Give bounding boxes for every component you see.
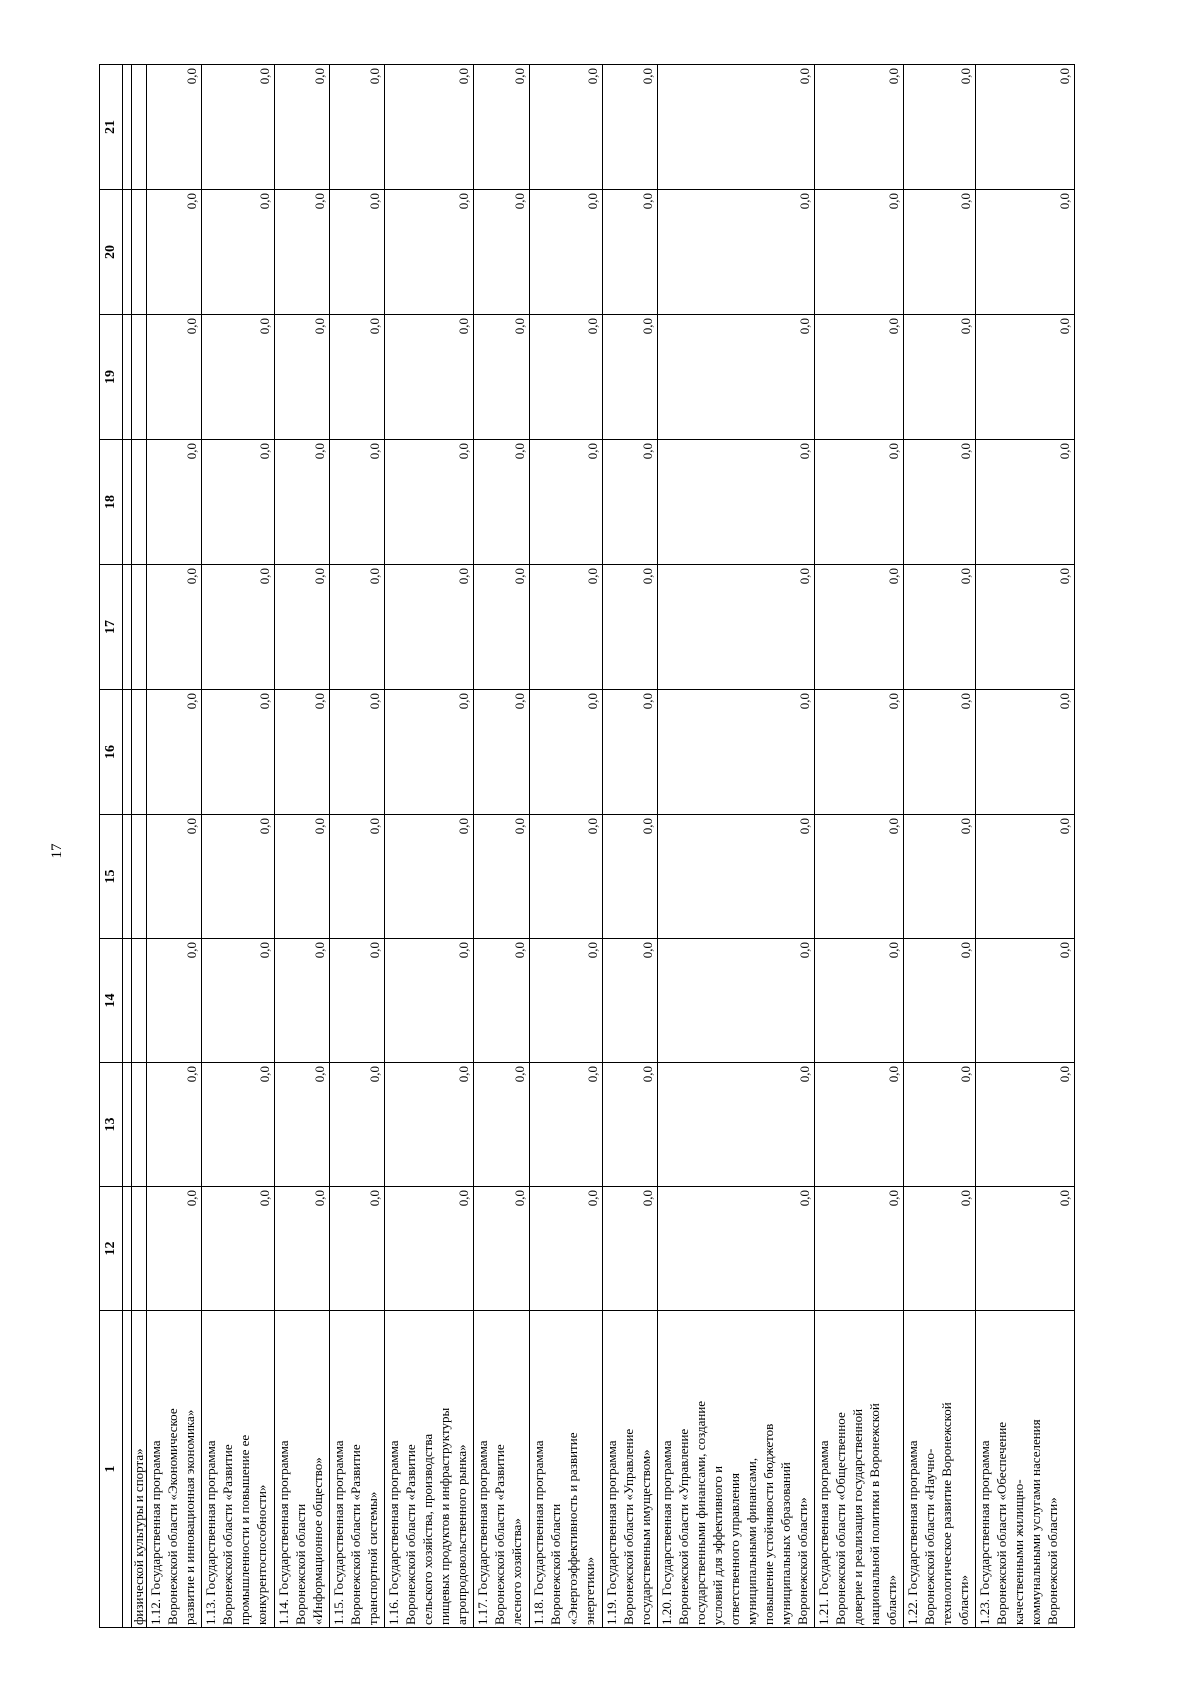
program-name-cell: 1.19. Государственная программа Воронежской области «Управление государственным имуществом» [603, 1311, 658, 1628]
value-cell: 0,0 [815, 939, 904, 1063]
column-header: 17 [100, 565, 123, 690]
budget-table [99, 64, 1075, 1628]
value-cell: 0,0 [202, 315, 275, 440]
value-cell: 0,0 [330, 1187, 385, 1311]
table-row [132, 65, 147, 1628]
value-cell: 0,0 [330, 315, 385, 440]
table-row [976, 65, 1075, 1628]
value-cell: 0,0 [147, 565, 202, 690]
program-name-cell: 1.18. Государственная программа Воронежской области «Энергоэффективность и развитие энергетики» [530, 1311, 603, 1628]
value-cell: 0,0 [275, 939, 330, 1063]
value-cell: 0,0 [603, 565, 658, 690]
value-cell: 0,0 [147, 315, 202, 440]
value-cell: 0,0 [658, 815, 815, 939]
value-cell: 0,0 [658, 65, 815, 190]
value-cell: 0,0 [202, 1063, 275, 1187]
spacer-cell [123, 939, 132, 1063]
page-number: 17 [49, 843, 65, 859]
value-cell: 0,0 [330, 815, 385, 939]
program-name-cell: 1.23. Государственная программа Воронежской области «Обеспечение качественными жилищно- коммунальными услугами населения Воронежской области» [976, 1311, 1075, 1628]
table-row [275, 65, 330, 1628]
value-cell: 0,0 [275, 1063, 330, 1187]
value-cell: 0,0 [330, 190, 385, 315]
table-row [658, 65, 815, 1628]
value-cell: 0,0 [904, 190, 976, 315]
program-name-cell: физической культуры и спорта» [132, 1311, 147, 1628]
value-cell: 0,0 [385, 1187, 474, 1311]
spacer-cell [123, 65, 132, 190]
table-row [330, 65, 385, 1628]
column-header: 19 [100, 315, 123, 440]
value-cell: 0,0 [603, 440, 658, 565]
column-header: 12 [100, 1187, 123, 1311]
value-cell: 0,0 [658, 939, 815, 1063]
value-cell: 0,0 [603, 815, 658, 939]
value-cell: 0,0 [658, 1187, 815, 1311]
value-cell: 0,0 [658, 315, 815, 440]
value-cell: 0,0 [530, 815, 603, 939]
value-cell: 0,0 [474, 815, 530, 939]
value-cell: 0,0 [385, 690, 474, 815]
value-cell: 0,0 [275, 190, 330, 315]
value-cell: 0,0 [474, 65, 530, 190]
value-cell: 0,0 [603, 690, 658, 815]
value-cell: 0,0 [147, 1187, 202, 1311]
table-row [603, 65, 658, 1628]
table-row [815, 65, 904, 1628]
value-cell: 0,0 [202, 190, 275, 315]
table-row [530, 65, 603, 1628]
value-cell [132, 440, 147, 565]
spacer-cell [123, 315, 132, 440]
table-row [147, 65, 202, 1628]
column-header: 14 [100, 939, 123, 1063]
value-cell [132, 565, 147, 690]
value-cell: 0,0 [202, 815, 275, 939]
value-cell: 0,0 [904, 1187, 976, 1311]
program-name-cell: 1.20. Государственная программа Воронежской области «Управление государственными финансами, создание условий для эффективного и ответственного управления муниципальными финансами, повышение устойчивости бюджетов муниципальных образований Воронежской области» [658, 1311, 815, 1628]
value-cell: 0,0 [658, 440, 815, 565]
column-header: 1 [100, 1311, 123, 1628]
program-name-cell: 1.15. Государственная программа Воронежской области «Развитие транспортной системы» [330, 1311, 385, 1628]
value-cell: 0,0 [275, 1187, 330, 1311]
value-cell: 0,0 [603, 1187, 658, 1311]
value-cell: 0,0 [385, 315, 474, 440]
value-cell: 0,0 [815, 190, 904, 315]
value-cell: 0,0 [275, 65, 330, 190]
spacer-cell [123, 690, 132, 815]
column-header: 18 [100, 440, 123, 565]
value-cell: 0,0 [330, 65, 385, 190]
value-cell: 0,0 [330, 565, 385, 690]
value-cell: 0,0 [603, 65, 658, 190]
value-cell: 0,0 [330, 1063, 385, 1187]
program-name-cell: 1.12. Государственная программа Воронежской области «Экономическое развитие и инновационная экономика» [147, 1311, 202, 1628]
value-cell: 0,0 [815, 440, 904, 565]
value-cell: 0,0 [976, 939, 1075, 1063]
value-cell: 0,0 [474, 690, 530, 815]
value-cell [132, 1187, 147, 1311]
program-name-cell: 1.22. Государственная программа Воронежской области «Научно- технологическое развитие Воронежской области» [904, 1311, 976, 1628]
value-cell: 0,0 [658, 1063, 815, 1187]
value-cell: 0,0 [202, 939, 275, 1063]
value-cell: 0,0 [976, 190, 1075, 315]
value-cell: 0,0 [603, 190, 658, 315]
value-cell: 0,0 [275, 565, 330, 690]
value-cell: 0,0 [147, 440, 202, 565]
value-cell: 0,0 [976, 1063, 1075, 1187]
value-cell: 0,0 [202, 690, 275, 815]
value-cell: 0,0 [904, 565, 976, 690]
value-cell: 0,0 [603, 315, 658, 440]
value-cell: 0,0 [904, 939, 976, 1063]
value-cell: 0,0 [815, 815, 904, 939]
value-cell: 0,0 [904, 440, 976, 565]
value-cell: 0,0 [976, 815, 1075, 939]
value-cell: 0,0 [385, 565, 474, 690]
value-cell: 0,0 [815, 65, 904, 190]
value-cell: 0,0 [202, 1187, 275, 1311]
value-cell: 0,0 [385, 815, 474, 939]
program-name-cell: 1.14. Государственная программа Воронежской области «Информационное общество» [275, 1311, 330, 1628]
value-cell: 0,0 [275, 440, 330, 565]
table-body [132, 65, 1075, 1628]
value-cell: 0,0 [530, 440, 603, 565]
value-cell: 0,0 [530, 565, 603, 690]
value-cell: 0,0 [147, 1063, 202, 1187]
value-cell: 0,0 [147, 690, 202, 815]
value-cell: 0,0 [474, 440, 530, 565]
value-cell: 0,0 [147, 190, 202, 315]
value-cell: 0,0 [530, 190, 603, 315]
column-header: 13 [100, 1063, 123, 1187]
value-cell: 0,0 [815, 1187, 904, 1311]
program-name-cell: 1.17. Государственная программа Воронежской области «Развитие лесного хозяйства» [474, 1311, 530, 1628]
value-cell: 0,0 [202, 565, 275, 690]
program-name-cell: 1.13. Государственная программа Воронежской области «Развитие промышленности и повышение ее конкурентоспособности» [202, 1311, 275, 1628]
value-cell: 0,0 [603, 1063, 658, 1187]
value-cell: 0,0 [976, 690, 1075, 815]
value-cell: 0,0 [385, 440, 474, 565]
value-cell: 0,0 [658, 690, 815, 815]
column-header: 20 [100, 190, 123, 315]
value-cell: 0,0 [147, 939, 202, 1063]
column-header: 15 [100, 815, 123, 939]
value-cell: 0,0 [330, 939, 385, 1063]
value-cell: 0,0 [904, 690, 976, 815]
value-cell: 0,0 [275, 315, 330, 440]
spacer-cell [123, 815, 132, 939]
value-cell: 0,0 [658, 190, 815, 315]
column-header: 21 [100, 65, 123, 190]
value-cell: 0,0 [904, 815, 976, 939]
value-cell: 0,0 [815, 315, 904, 440]
header-row [100, 65, 123, 1628]
spacer-cell [123, 440, 132, 565]
value-cell [132, 1063, 147, 1187]
value-cell: 0,0 [815, 690, 904, 815]
value-cell: 0,0 [815, 565, 904, 690]
value-cell: 0,0 [474, 190, 530, 315]
table-row [202, 65, 275, 1628]
value-cell: 0,0 [658, 565, 815, 690]
table-row [904, 65, 976, 1628]
value-cell [132, 190, 147, 315]
value-cell: 0,0 [147, 65, 202, 190]
value-cell: 0,0 [530, 690, 603, 815]
program-name-cell: 1.21. Государственная программа Воронежской области «Общественное доверие и реализация государственной национальной политики в Воронежской области» [815, 1311, 904, 1628]
value-cell: 0,0 [202, 440, 275, 565]
value-cell: 0,0 [474, 1063, 530, 1187]
value-cell: 0,0 [530, 315, 603, 440]
value-cell: 0,0 [330, 440, 385, 565]
value-cell [132, 690, 147, 815]
value-cell: 0,0 [385, 190, 474, 315]
program-name-cell: 1.16. Государственная программа Воронежской области «Развитие сельского хозяйства, производства пищевых продуктов и инфраструктуры агропродовольственного рынка» [385, 1311, 474, 1628]
value-cell: 0,0 [904, 315, 976, 440]
column-header: 16 [100, 690, 123, 815]
value-cell: 0,0 [147, 815, 202, 939]
value-cell: 0,0 [530, 1187, 603, 1311]
value-cell: 0,0 [976, 565, 1075, 690]
value-cell: 0,0 [976, 1187, 1075, 1311]
spacer-row [123, 65, 132, 1628]
value-cell: 0,0 [530, 939, 603, 1063]
value-cell: 0,0 [815, 1063, 904, 1187]
value-cell: 0,0 [202, 65, 275, 190]
value-cell: 0,0 [474, 939, 530, 1063]
value-cell [132, 939, 147, 1063]
value-cell: 0,0 [904, 1063, 976, 1187]
value-cell: 0,0 [976, 440, 1075, 565]
value-cell: 0,0 [275, 815, 330, 939]
value-cell: 0,0 [904, 65, 976, 190]
spacer-cell [123, 190, 132, 315]
value-cell [132, 65, 147, 190]
value-cell: 0,0 [474, 565, 530, 690]
spacer-cell [123, 565, 132, 690]
rotated-table-area [99, 65, 1135, 1628]
value-cell: 0,0 [474, 1187, 530, 1311]
spacer-cell [123, 1063, 132, 1187]
table-row [385, 65, 474, 1628]
value-cell: 0,0 [474, 315, 530, 440]
value-cell: 0,0 [275, 690, 330, 815]
value-cell: 0,0 [976, 65, 1075, 190]
table-row [474, 65, 530, 1628]
value-cell: 0,0 [385, 939, 474, 1063]
value-cell: 0,0 [603, 939, 658, 1063]
value-cell: 0,0 [330, 690, 385, 815]
value-cell [132, 815, 147, 939]
value-cell [132, 315, 147, 440]
value-cell: 0,0 [530, 65, 603, 190]
value-cell: 0,0 [976, 315, 1075, 440]
value-cell: 0,0 [530, 1063, 603, 1187]
spacer-cell [123, 1187, 132, 1311]
value-cell: 0,0 [385, 1063, 474, 1187]
value-cell: 0,0 [385, 65, 474, 190]
